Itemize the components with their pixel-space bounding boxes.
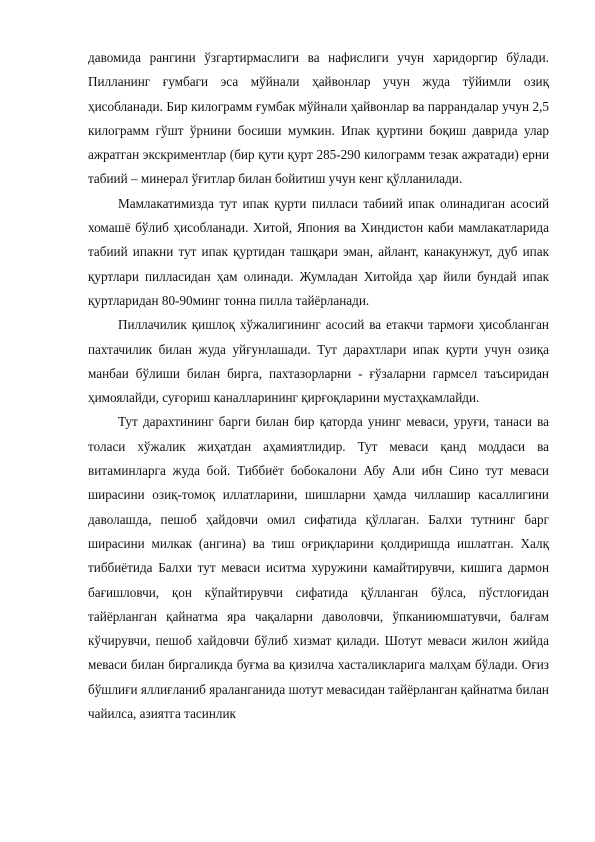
paragraph-1: давомида рангини ўзгартирмаслиги ва нафислиги учун харидоргир бўлади. Пилланинг ғумбаги эса мўйнали ҳайвонлар учун жуда тўйимли озиқ ҳисобланади. Бир килограмм ғумбак мўйнали ҳайвонлар ва паррандалар учун 2,5 килограмм гўшт ўрнини босиши мумкин. Ипак қуртини боқиш даврида улар ажратган экскриментлар (бир қути қурт 285-290 килограмм тезак ажратади) ерни табиий – минерал ўғитлар билан бойитиш учун кенг қўлланилади. [88, 50, 549, 187]
paragraph-4: Тут дарахтининг барги билан бир қаторда унинг меваси, уруғи, танаси ва толаси хўжалик жиҳатдан аҳамиятлидир. Тут меваси қанд моддаси ва витаминларга жуда бой. Тиббиёт бобокалони Абу Али ибн Сино тут меваси ширасини озиқ-томоқ иллатларини, шишларни ҳамда чиллашир касаллигини даволашда, пешоб ҳайдовчи омил сифатида қўллаган. Балхи тутнинг барг ширасини милкак (ангина) ва тиш оғриқларини қолдиришда ишлатган. Халқ тиббиётида Балхи тут меваси иситма хуружини камайтирувчи, кишига дармон бағишловчи, қон кўпайтирувчи сифатида қўлланган бўлса, пўстлоғидан тайёрланган қайнатма яра чақаларни даволовчи, ўпканиюмшатувчи, балғам кўчирувчи, пешоб хайдовчи бўлиб хизмат қилади. Шотут меваси жилон жийда меваси билан биргаликда буғма ва қизилча хасталикларига малҳам бўлади. Оғиз бўшлиғи яллиғланиб яраланганида шотут мевасидан тайёрланган қайнатма билан чайилса, азиятга тасинлик [88, 414, 549, 722]
paragraph-3: Пиллачилик қишлоқ хўжалигининг асосий ва етакчи тармоғи ҳисобланган пахтачилик билан жуда уйғунлашади. Тут дарахтлари ипак қурти учун озиқа манбаи бўлиши билан бирга, пахтазорларни - ғўзаларни гармсел таъсиридан ҳимоялайди, суғориш каналларининг қирғоқларини мустаҳкамлайди. [88, 317, 549, 406]
document-page [88, 46, 549, 726]
paragraph-2: Мамлакатимизда тут ипак қурти пилласи табиий ипак олинадиган асосий хомашё бўлиб ҳисобланади. Хитой, Япония ва Хиндистон каби мамлакатларида табиий ипакни тут ипак қуртидан ташқари эман, айлант, канакунжут, дуб ипак қуртлари пилласидан ҳам олинади. Жумладан Хитойда ҳар йили бундай ипак қуртларидан 80-90минг тонна пилла тайёрланади. [88, 195, 549, 308]
